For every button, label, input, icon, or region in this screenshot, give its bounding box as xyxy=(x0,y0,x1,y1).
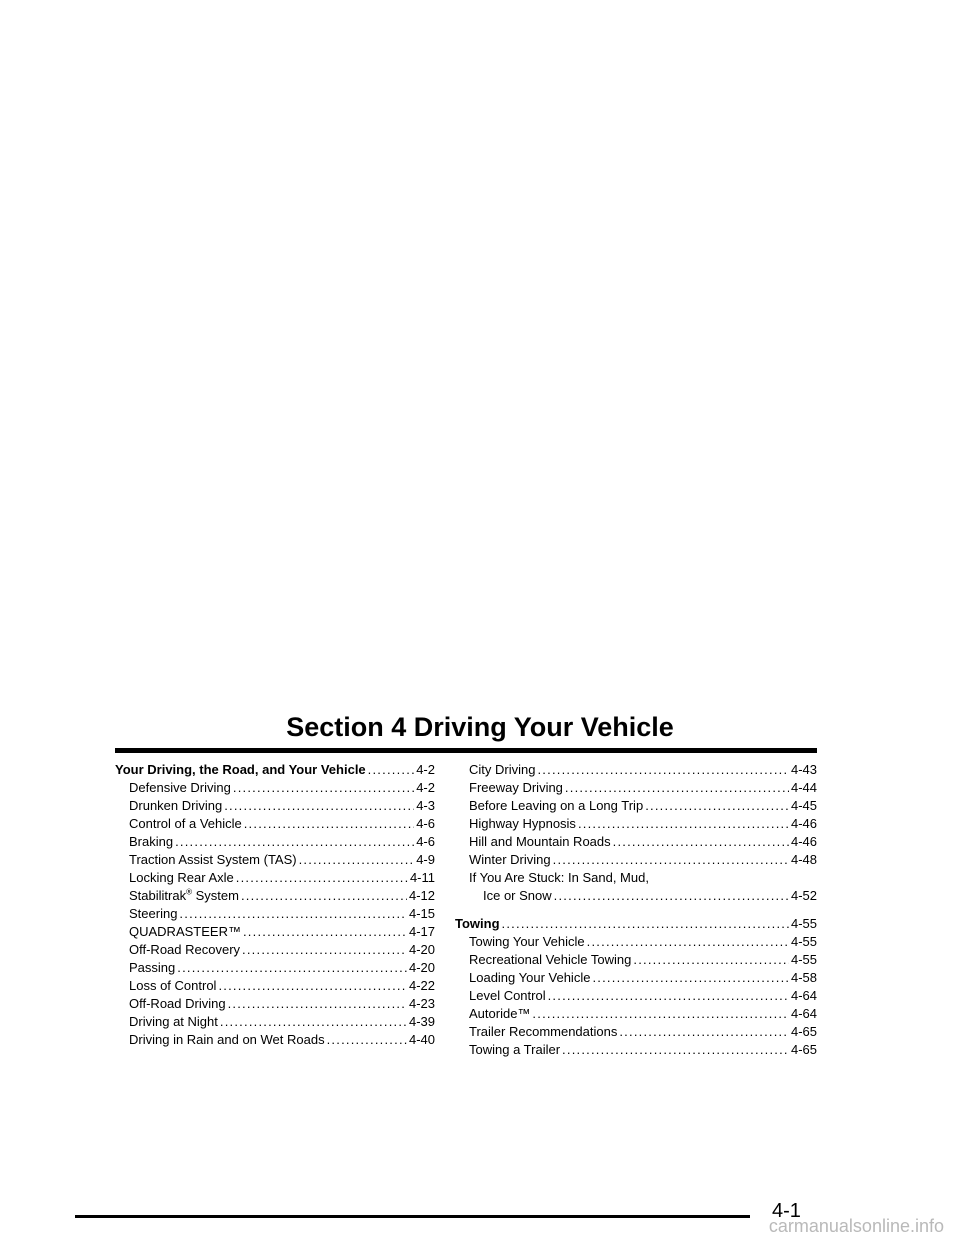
toc-label: Towing xyxy=(455,916,500,931)
toc-label: Autoride™ xyxy=(469,1006,531,1021)
toc-entry[interactable] xyxy=(469,1005,817,1023)
toc-page-number: 4-6 xyxy=(416,834,435,849)
toc-leader-dots xyxy=(218,977,407,995)
toc-leader-dots xyxy=(224,797,414,815)
toc-entry[interactable] xyxy=(469,1041,817,1059)
toc-leader-dots xyxy=(565,779,789,797)
toc-leader-dots xyxy=(537,761,789,779)
toc-leader-dots xyxy=(554,887,789,905)
toc-page-number: 4-55 xyxy=(790,952,817,967)
toc-label: Loss of Control xyxy=(129,978,217,993)
toc-label: Driving in Rain and on Wet Roads xyxy=(129,1032,325,1047)
toc-page-number: 4-40 xyxy=(408,1032,435,1047)
toc-entry[interactable] xyxy=(455,915,817,933)
toc-label: QUADRASTEER™ xyxy=(129,924,241,939)
toc-leader-dots xyxy=(613,833,789,851)
toc-entry[interactable] xyxy=(469,869,817,887)
toc-entry[interactable] xyxy=(469,887,817,905)
toc-leader-dots xyxy=(236,869,408,887)
watermark: carmanualsonline.info xyxy=(768,1216,944,1236)
toc-page-number: 4-9 xyxy=(416,852,435,867)
toc-label: If You Are Stuck: In Sand, Mud, xyxy=(469,870,649,885)
toc-entry[interactable] xyxy=(115,815,435,833)
toc-label: Locking Rear Axle xyxy=(129,870,234,885)
toc-label: Driving at Night xyxy=(129,1014,218,1029)
toc-entry[interactable] xyxy=(469,833,817,851)
toc-label-text: Stabilitrak xyxy=(129,888,187,903)
toc-entry[interactable] xyxy=(115,959,435,977)
toc-leader-dots xyxy=(619,1023,789,1041)
toc-page-number: 4-20 xyxy=(408,942,435,957)
toc-entry[interactable] xyxy=(115,887,435,905)
toc-label: Towing a Trailer xyxy=(469,1042,561,1057)
page-number: 4-1 xyxy=(772,1200,801,1222)
toc-label: Trailer Recommendations xyxy=(469,1024,618,1039)
toc-label: Winter Driving xyxy=(469,852,551,867)
toc-entry[interactable] xyxy=(115,977,435,995)
toc-leader-dots xyxy=(179,905,407,923)
toc-leader-dots xyxy=(177,959,407,977)
toc-leader-dots xyxy=(645,797,789,815)
toc-entry[interactable] xyxy=(469,851,817,869)
toc-label: Control of a Vehicle xyxy=(129,816,242,831)
toc-label: Highway Hypnosis xyxy=(469,816,576,831)
toc-entry[interactable] xyxy=(115,869,435,887)
toc-right-column xyxy=(455,761,817,1059)
toc-page-number: 4-46 xyxy=(790,816,817,831)
toc-leader-dots xyxy=(578,815,789,833)
toc-leader-dots xyxy=(233,779,414,797)
toc-page-number: 4-22 xyxy=(408,978,435,993)
toc-leader-dots xyxy=(532,1005,789,1023)
toc-leader-dots xyxy=(633,951,789,969)
toc-leader-dots xyxy=(299,851,415,869)
toc-page-number: 4-55 xyxy=(790,934,817,949)
toc-page-number: 4-52 xyxy=(790,888,817,903)
toc-label: Loading Your Vehicle xyxy=(469,970,591,985)
toc-label: Recreational Vehicle Towing xyxy=(469,952,632,967)
footer-rule xyxy=(75,1215,750,1218)
toc-entry[interactable] xyxy=(115,995,435,1013)
toc-page-number: 4-11 xyxy=(409,870,435,885)
toc-label: Freeway Driving xyxy=(469,780,563,795)
toc-page-number: 4-44 xyxy=(790,780,817,795)
toc-page-number: 4-23 xyxy=(408,996,435,1011)
toc-leader-dots xyxy=(327,1031,407,1049)
toc-leader-dots xyxy=(175,833,414,851)
toc-page-number: 4-39 xyxy=(408,1014,435,1029)
registered-mark: ® xyxy=(186,887,192,897)
toc-entry[interactable] xyxy=(115,833,435,851)
toc-leader-dots xyxy=(368,761,415,779)
toc-label: Hill and Mountain Roads xyxy=(469,834,611,849)
toc-entry[interactable] xyxy=(115,761,435,779)
toc-leader-dots xyxy=(592,969,789,987)
toc-leader-dots xyxy=(228,995,407,1013)
toc-label: Off-Road Driving xyxy=(129,996,226,1011)
toc-page-number: 4-43 xyxy=(790,762,817,777)
toc-label: Towing Your Vehicle xyxy=(469,934,585,949)
toc-label: Off-Road Recovery xyxy=(129,942,241,957)
toc-entry[interactable] xyxy=(469,987,817,1005)
toc-page-number: 4-58 xyxy=(790,970,817,985)
toc-entry[interactable] xyxy=(469,815,817,833)
toc-page-number: 4-55 xyxy=(790,916,817,931)
toc-entry[interactable] xyxy=(469,797,817,815)
toc-page-number: 4-2 xyxy=(416,762,435,777)
toc-page-number: 4-15 xyxy=(408,906,435,921)
toc-entry[interactable] xyxy=(115,923,435,941)
toc-label xyxy=(129,887,239,905)
toc-label: Traction Assist System (TAS) xyxy=(129,852,297,867)
toc-label: Level Control xyxy=(469,988,546,1003)
toc-label: Before Leaving on a Long Trip xyxy=(469,798,644,813)
toc-leader-dots xyxy=(562,1041,789,1059)
toc-entry[interactable] xyxy=(115,851,435,869)
toc-leader-dots xyxy=(220,1013,407,1031)
toc-page-number: 4-65 xyxy=(790,1042,817,1057)
toc-page-number: 4-6 xyxy=(416,816,435,831)
toc-label: Your Driving, the Road, and Your Vehicle xyxy=(115,762,366,777)
toc-leader-dots xyxy=(587,933,789,951)
toc-label: Braking xyxy=(129,834,174,849)
toc-page-number: 4-20 xyxy=(408,960,435,975)
toc-entry[interactable] xyxy=(115,797,435,815)
toc-leader-dots xyxy=(243,923,407,941)
toc-label: Ice or Snow xyxy=(483,888,552,903)
section-title: Section 4 Driving Your Vehicle xyxy=(286,712,674,742)
toc-label: Passing xyxy=(129,960,176,975)
toc-label: Drunken Driving xyxy=(129,798,223,813)
title-rule xyxy=(115,748,817,753)
toc-label: Defensive Driving xyxy=(129,780,231,795)
toc-leader-dots xyxy=(242,941,407,959)
toc-entry[interactable] xyxy=(115,941,435,959)
toc-leader-dots xyxy=(502,915,789,933)
toc-entry[interactable] xyxy=(469,969,817,987)
toc-entry[interactable] xyxy=(115,1031,435,1049)
toc-page-number: 4-48 xyxy=(790,852,817,867)
toc-leader-dots xyxy=(244,815,414,833)
toc-entry[interactable] xyxy=(115,1013,435,1031)
toc-page-number: 4-65 xyxy=(790,1024,817,1039)
toc-page-number: 4-64 xyxy=(790,988,817,1003)
toc-label-text-after: System xyxy=(191,888,239,903)
toc-entry[interactable] xyxy=(469,1023,817,1041)
toc-page-number: 4-2 xyxy=(416,780,435,795)
toc-entry[interactable] xyxy=(469,761,817,779)
toc-page-number: 4-12 xyxy=(408,888,435,903)
toc-entry[interactable] xyxy=(469,779,817,797)
toc-page-number: 4-46 xyxy=(790,834,817,849)
toc-label: City Driving xyxy=(469,762,536,777)
toc-entry[interactable] xyxy=(115,779,435,797)
toc-entry[interactable] xyxy=(469,933,817,951)
toc-page-number: 4-45 xyxy=(790,798,817,813)
toc-leader-dots xyxy=(241,887,407,905)
toc-entry[interactable] xyxy=(115,905,435,923)
toc-page-number: 4-17 xyxy=(408,924,435,939)
toc-entry[interactable] xyxy=(469,951,817,969)
toc-page-number: 4-64 xyxy=(790,1006,817,1021)
toc-leader-dots xyxy=(553,851,789,869)
toc-label: Steering xyxy=(129,906,178,921)
toc-page-number: 4-3 xyxy=(416,798,435,813)
toc-left-column xyxy=(115,761,435,1049)
toc-leader-dots xyxy=(548,987,789,1005)
